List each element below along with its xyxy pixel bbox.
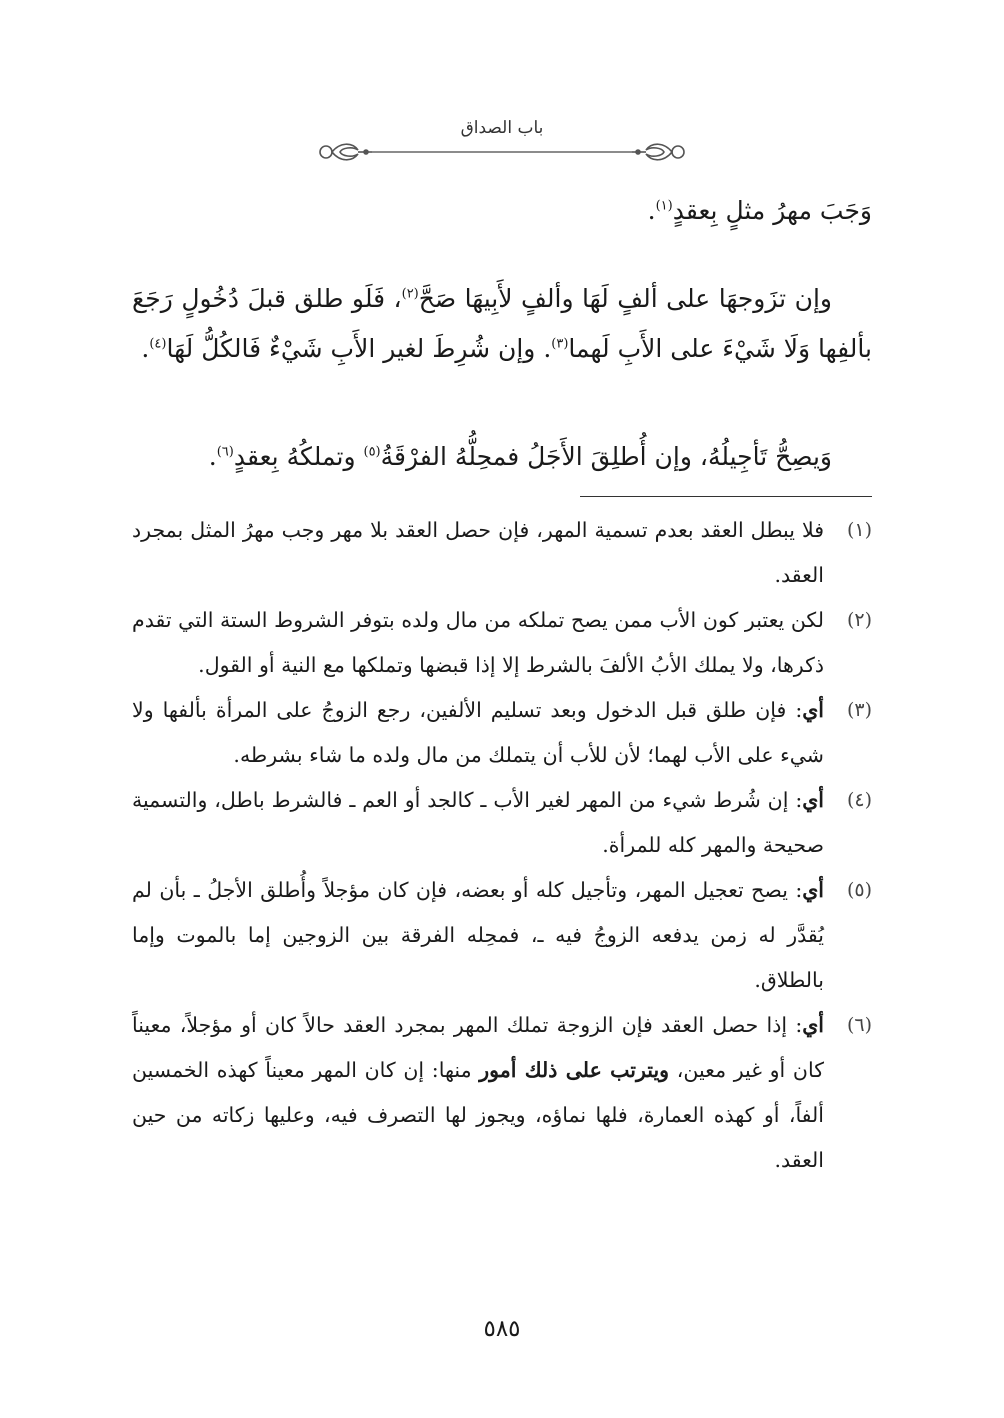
footnote-text [132,688,824,778]
main-text: . [141,334,150,363]
footnote-lead-bold: أي [802,698,824,722]
main-text: ، فَلَو طلق قبلَ دُخُولٍ رَجَعَ بألفِها وَلَا شَيْءَ على الأَبِ لَهما [132,284,872,363]
footnote-lead-bold: أي [802,878,824,902]
ornament-right-icon [632,144,684,160]
footnote-number: (٥) [846,879,872,901]
footnote-6 [132,1003,872,1183]
running-header-title: باب الصداق [460,118,544,138]
page-number: ٥٨٥ [483,1316,521,1342]
footnote-1 [132,508,872,598]
main-text: . [647,196,656,225]
main-text: . وإن شُرِطَ لغير الأَبِ شَيْءٌ فَالكُلُّ لَهَا [166,334,552,363]
footnote-body: : يصح تعجيل المهر، وتأجيل كله أو بعضه، فإن كان مؤجلاً وأُطلق الأجلُ ـ بأن لم يُقدَّر له زمن يدفعه الزوجُ فيه ـ، فمحِله الفرقة بين الزوجين إما بالموت وإما بالطلاق. [132,878,824,992]
footnote-text [132,778,824,868]
main-text-line1 [132,186,872,236]
footnote-text: لكن يعتبر كون الأب ممن يصح تملكه من مال ولده بتوفر الشروط الستة التي تقدم ذكرها، ولا يملك الأبُ الألفَ بالشرط إلا إذا قبضها وتملكها مع النية أو القول. [132,608,824,677]
footnote-text: فلا يبطل العقد بعدم تسمية المهر، فإن حصل العقد بلا مهر وجب مهرُ المثل بمجرد العقد. [132,518,824,587]
footnote-ref[interactable]: (٤) [149,336,167,352]
footnote-ref[interactable]: (٣) [551,336,569,352]
footnote-ref[interactable]: (٦) [216,444,234,460]
footnote-text [132,868,824,1003]
main-text: وتملكُهُ بِعقدٍ [233,442,364,471]
main-text: وَيصِحُّ تَأجِيلُهُ، وإن أُطلِقَ الأَجَلُ فمحِلُّهُ الفرْقَةُ [380,442,832,471]
footnote-lead-bold: أي [802,788,824,812]
footnote-number: (٣) [846,699,872,721]
footnote-number: (٦) [846,1014,872,1036]
footnote-ref[interactable]: (٢) [401,286,419,302]
ornament-left-icon [320,144,372,160]
footnote-number: (١) [846,519,872,541]
main-paragraph-3 [132,432,872,482]
ornamental-divider [312,140,692,164]
footnote-4 [132,778,872,868]
footnote-separator [580,496,872,497]
footnote-inline-bold: ويترتب على ذلك أمور [479,1058,670,1082]
footnote-body: : إن شُرط شيء من المهر لغير الأب ـ كالجد أو العم ـ فالشرط باطل، والتسمية صحيحة والمهر كله للمرأة. [132,788,824,857]
footnote-ref[interactable]: (٥) [363,444,381,460]
footnote-lead-bold: أي [802,1013,824,1037]
footnote-number: (٤) [846,789,872,811]
main-text: . [208,442,217,471]
footnote-text [132,1003,824,1183]
main-text: وَجَبَ مهرُ مثلٍ بِعقدٍ [672,196,872,225]
footnote-body: : إذا حصل العقد فإن الزوجة تملك المهر بمجرد العقد حالاً كان أو مؤجلاً، معيناً كان أو غير معين، [132,1013,824,1082]
main-text: وإن تزَوجهَا على ألفٍ لَهَا وألفٍ لأَبِيهَا صَحَّ [418,284,832,313]
footnote-3 [132,688,872,778]
main-paragraph-2 [132,274,872,374]
footnotes-section [132,508,872,1183]
footnote-5 [132,868,872,1003]
footnote-body: منها: إن كان المهر معيناً كهذه الخمسين ألفاً، أو كهذه العمارة، فلها نماؤه، ويجوز لها التصرف فيه، وعليها زكاته من حين العقد. [132,1058,824,1172]
footnote-body: : فإن طلق قبل الدخول وبعد تسليم الألفين، رجع الزوجُ على المرأة بألفها ولا شيء على الأب لهما؛ لأن للأب أن يتملك من مال ولده ما شاء بشرطه. [132,698,824,767]
footnote-2 [132,598,872,688]
footnote-number: (٢) [846,609,872,631]
footnote-ref[interactable]: (١) [655,198,673,214]
